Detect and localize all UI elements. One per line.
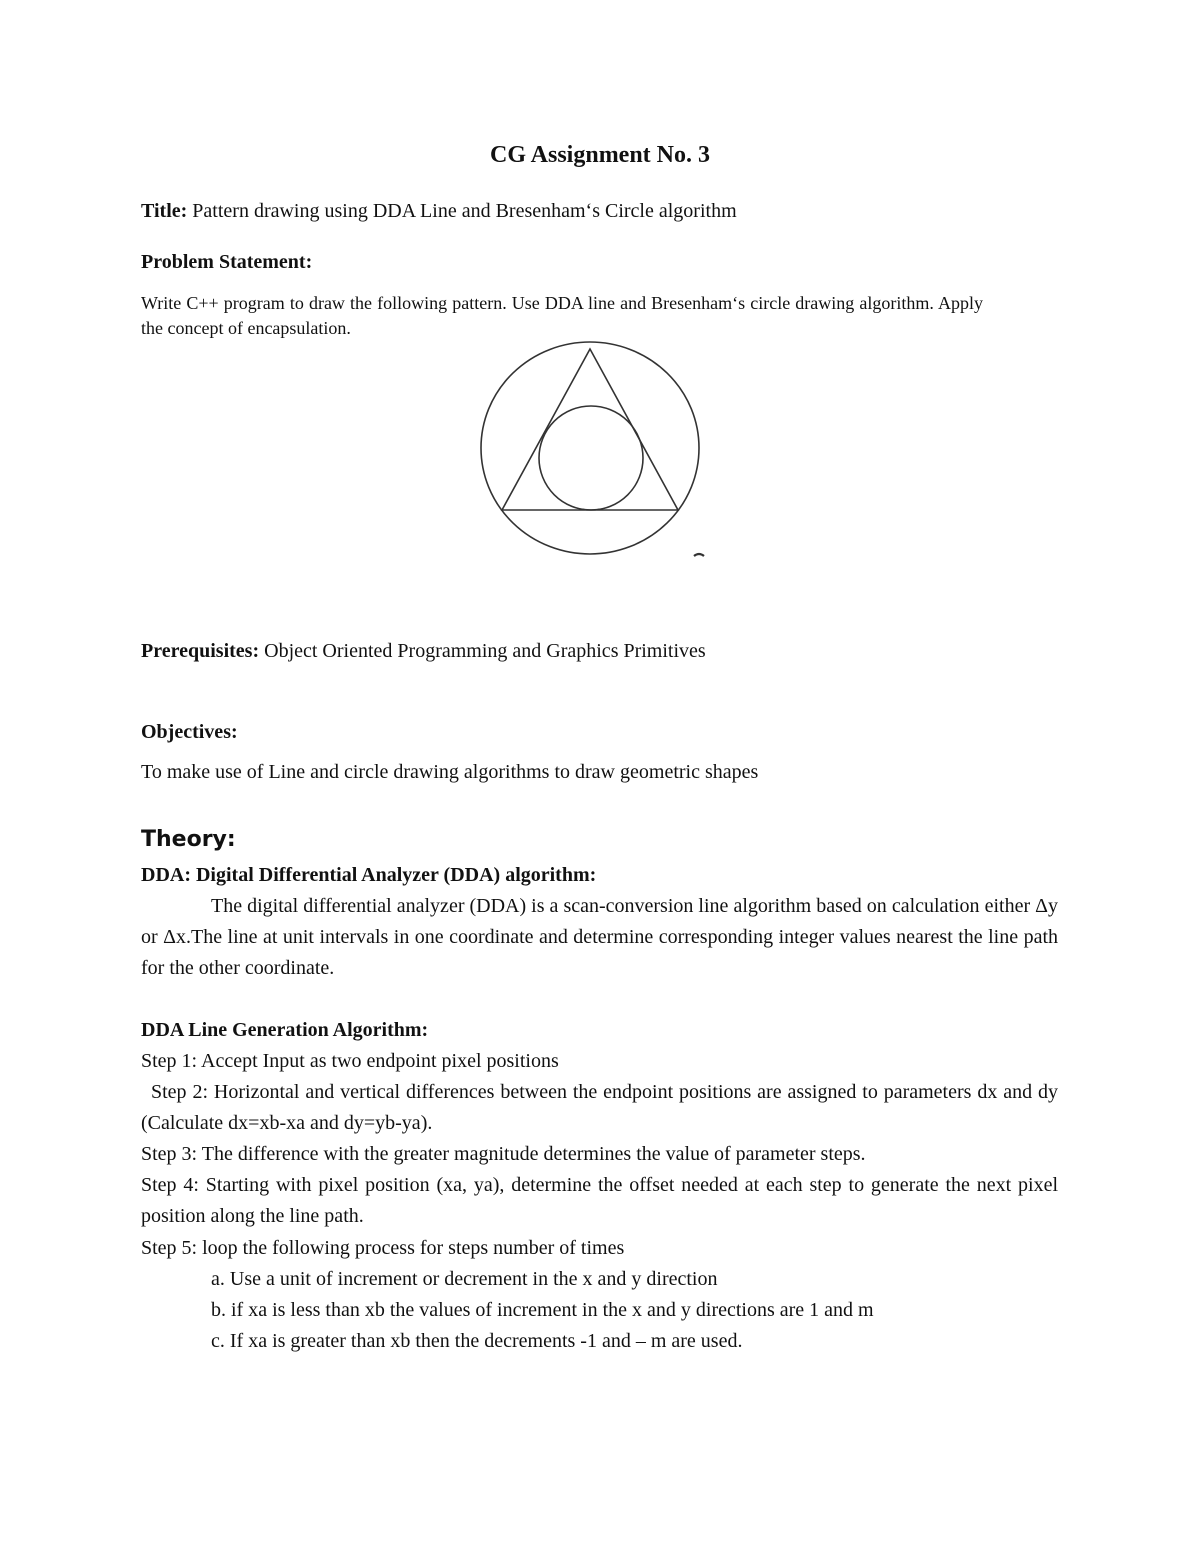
inner-circle bbox=[539, 406, 643, 510]
title-label: Title: bbox=[141, 200, 188, 222]
problem-statement-label: Problem Statement: bbox=[141, 251, 313, 273]
step-2: Step 2: Horizontal and vertical differences between the endpoint positions are assigned to parameters dx and dy (Calculate dx=xb-xa and dy=yb-ya). bbox=[141, 1081, 1058, 1134]
stray-mark bbox=[694, 554, 704, 556]
step-5: Step 5: loop the following process for steps number of times bbox=[141, 1237, 625, 1259]
theory-heading: Theory: bbox=[141, 827, 236, 852]
triangle bbox=[502, 349, 678, 510]
document-heading: CG Assignment No. 3 bbox=[489, 142, 711, 168]
step-4: Step 4: Starting with pixel position (xa, ya), determine the offset needed at each step to generate the next pixel position along the line path. bbox=[141, 1174, 1058, 1227]
objectives-text: To make use of Line and circle drawing algorithms to draw geometric shapes bbox=[141, 761, 759, 783]
step-5b: b. if xa is less than xb the values of increment in the x and y directions are 1 and m bbox=[211, 1299, 874, 1321]
objectives-label: Objectives: bbox=[141, 721, 238, 743]
title-text: Pattern drawing using DDA Line and Bresenham‘s Circle algorithm bbox=[187, 200, 737, 222]
outer-circle bbox=[481, 342, 699, 554]
dda-heading: DDA: Digital Differential Analyzer (DDA) algorithm: bbox=[141, 864, 597, 886]
pattern-figure bbox=[470, 340, 710, 565]
dda-generation-heading: DDA Line Generation Algorithm: bbox=[141, 1019, 429, 1041]
dda-paragraph: The digital differential analyzer (DDA) is a scan-conversion line algorithm based on calculation either Δy or Δx.The line at unit intervals in one coordinate and determine corresponding integer values nearest the line path for the other coordinate. bbox=[141, 895, 1058, 979]
prerequisites-text: Object Oriented Programming and Graphics Primitives bbox=[259, 640, 706, 662]
title-line bbox=[141, 199, 737, 223]
step-1: Step 1: Accept Input as two endpoint pixel positions bbox=[141, 1050, 559, 1072]
step-5a: a. Use a unit of increment or decrement in the x and y direction bbox=[211, 1268, 718, 1290]
step-3: Step 3: The difference with the greater magnitude determines the value of parameter steps. bbox=[141, 1143, 866, 1165]
problem-statement-text: Write C++ program to draw the following pattern. Use DDA line and Bresenham‘s circle drawing algorithm. Apply the concept of encapsulation. bbox=[141, 293, 983, 338]
prerequisites-label: Prerequisites: bbox=[141, 640, 260, 662]
prerequisites-line bbox=[141, 639, 706, 663]
step-5c: c. If xa is greater than xb then the decrements -1 and – m are used. bbox=[211, 1330, 743, 1352]
